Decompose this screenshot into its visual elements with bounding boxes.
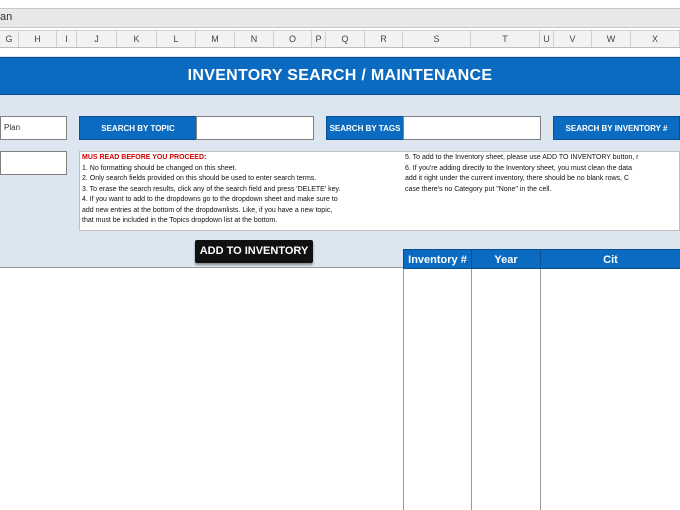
instructions-box-continued xyxy=(403,151,680,231)
column-header[interactable]: S xyxy=(403,31,471,47)
column-city[interactable]: Cit xyxy=(540,249,680,269)
city-column[interactable] xyxy=(540,269,680,510)
column-inventory-number[interactable]: Inventory # xyxy=(403,249,472,269)
instruction-line: case there's no Category put "None" in the cell. xyxy=(405,185,552,193)
column-header[interactable]: V xyxy=(554,31,592,47)
column-header[interactable]: M xyxy=(196,31,235,47)
instruction-line: 2. Only search fields provided on this should be used to enter search terms. xyxy=(82,175,317,182)
instructions-warning: MUS READ BEFORE YOU PROCEED: xyxy=(82,154,207,161)
instruction-line: 3. To erase the search results, click any of the search field and press 'DELETE' key. xyxy=(82,185,341,193)
search-by-topic-label: SEARCH BY TOPIC xyxy=(79,116,197,140)
column-header[interactable]: G xyxy=(0,31,19,47)
page-title: INVENTORY SEARCH / MAINTENANCE xyxy=(187,67,493,84)
inventory-number-column[interactable] xyxy=(403,269,472,510)
instruction-line: 6. If you're adding directly to the Inventory sheet, you must clean the data xyxy=(405,164,633,172)
instruction-line: add new entries at the bottom of the dropdownlists. Like, if you have a new topic, xyxy=(82,206,333,214)
column-header[interactable]: J xyxy=(77,31,117,47)
column-header[interactable]: U xyxy=(540,31,554,47)
topic-search-input[interactable]: Plan xyxy=(0,116,67,140)
divider xyxy=(0,267,403,268)
column-header[interactable]: X xyxy=(631,31,680,47)
instruction-line: 4. If you want to add to the dropdowns go to the dropdown sheet and make sure to xyxy=(82,196,338,203)
column-header[interactable]: K xyxy=(117,31,157,47)
instruction-line: that must be included in the Topics dropdown list at the bottom. xyxy=(82,217,278,224)
tags-search-field[interactable] xyxy=(403,116,541,140)
column-header[interactable]: O xyxy=(274,31,312,47)
topic-search-field[interactable] xyxy=(196,116,314,140)
instruction-line: 5. To add to the Inventory sheet, please use ADD TO INVENTORY button, r xyxy=(405,154,639,161)
add-to-inventory-button[interactable]: ADD TO INVENTORY xyxy=(195,240,313,263)
year-column[interactable] xyxy=(471,269,541,510)
inventory-search-field[interactable] xyxy=(0,151,67,175)
instructions-box xyxy=(79,151,404,231)
column-header[interactable]: I xyxy=(57,31,77,47)
column-header[interactable]: W xyxy=(592,31,631,47)
column-header[interactable]: P xyxy=(312,31,326,47)
column-header-bar xyxy=(0,31,680,48)
search-by-tags-label: SEARCH BY TAGS xyxy=(326,116,404,140)
column-header[interactable]: T xyxy=(471,31,540,47)
column-header[interactable]: L xyxy=(157,31,196,47)
column-year[interactable]: Year xyxy=(471,249,541,269)
column-header[interactable]: Q xyxy=(326,31,365,47)
search-by-inventory-label: SEARCH BY INVENTORY # xyxy=(553,116,680,140)
instruction-line: add it right under the current inventory, there should be no blank rows, C xyxy=(405,175,629,182)
formula-text: an xyxy=(0,11,13,23)
column-header[interactable]: R xyxy=(365,31,403,47)
column-header[interactable]: N xyxy=(235,31,274,47)
column-header[interactable]: H xyxy=(19,31,57,47)
formula-bar[interactable] xyxy=(0,8,680,28)
banner xyxy=(0,57,680,95)
instruction-line: 1. No formatting should be changed on this sheet. xyxy=(82,164,237,172)
